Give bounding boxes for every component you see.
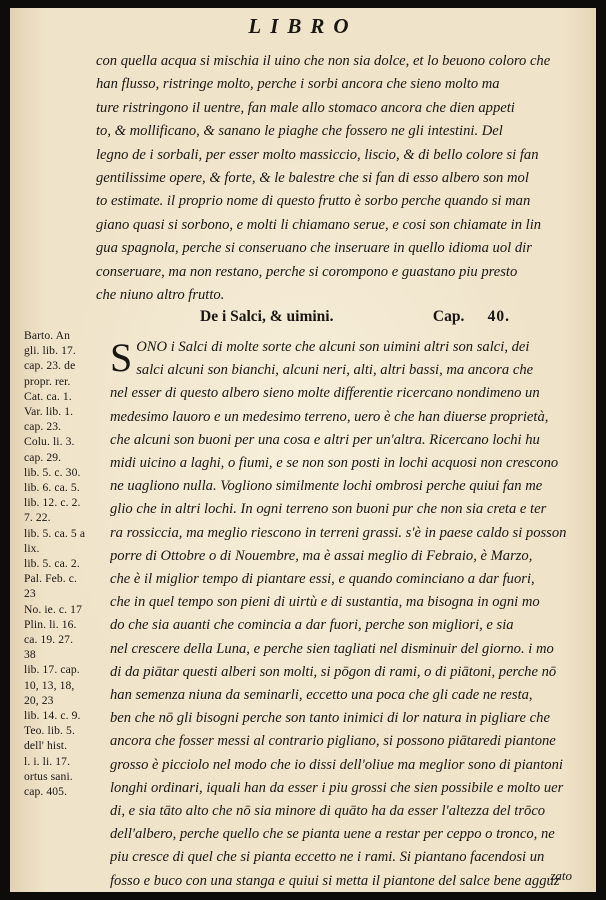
margin-note: cap. 23. de — [24, 359, 76, 373]
margin-note: Pal. Feb. c. — [24, 572, 78, 586]
margin-note: Var. lib. 1. — [24, 405, 74, 419]
chapter-number-value: 40. — [487, 308, 510, 325]
running-header: LIBRO — [248, 14, 358, 38]
margin-notes — [24, 328, 112, 799]
margin-note: propr. rer. — [24, 374, 71, 388]
chapter-body-text — [110, 336, 578, 893]
text-line: han semenza niuna da seminarli, eccetto una poca che gli cade ne resta, — [110, 687, 533, 704]
text-line: piu cresce di quel che si pianta eccetto ne i rami. Si piantano facendosi un — [110, 849, 545, 866]
catchword: zato — [550, 868, 572, 883]
text-line: che alcuni son buoni per una cosa e altri per un'altra. Ricercano lochi hu — [110, 431, 540, 448]
text-line: fosso e buco con una stanga e quiui si metta il piantone del salce bene agguz — [110, 872, 560, 889]
book-page — [10, 8, 596, 892]
margin-note: Barto. An — [24, 329, 70, 342]
text-line: han flusso, ristringe molto, perche i sorbi ancora che sieno molto ma — [96, 76, 500, 93]
text-line: ra rossiccia, ma meglio riescono in terreni grassi. s'è in paese caldo si posson — [110, 524, 567, 541]
text-line: to, & mollificano, & sanano le piaghe che fossero ne gli intestini. Del — [96, 123, 503, 140]
margin-note: lib. 5. ca. 2. — [24, 557, 80, 571]
margin-note: gli. lib. 17. — [24, 344, 76, 358]
text-line: nel crescere della Luna, e perche sien tagliati nel disminuir del giorno. i mo — [110, 640, 554, 657]
text-line: dell'albero, perche quello che se pianta uene a restar per ceppo o tronco, ne — [110, 826, 555, 843]
margin-note: lib. 6. ca. 5. — [24, 481, 80, 495]
margin-note: lib. 5. ca. 5 a — [24, 526, 86, 540]
margin-note: 38 — [24, 648, 36, 662]
margin-note: ortus sani. — [24, 769, 73, 783]
previous-chapter-text — [96, 50, 576, 307]
text-line: conseruare, ma non restano, perche si corompono e guastano piu presto — [96, 263, 518, 280]
margin-note: 7. 22. — [24, 511, 51, 525]
text-line: medesimo lauoro e un medesimo terreno, uero è che han diuerse proprietà, — [110, 408, 549, 425]
drop-cap: S — [110, 335, 133, 380]
text-line: ONO i Salci di molte sorte che alcuni son uimini altri son salci, dei — [136, 339, 530, 355]
margin-note: cap. 29. — [24, 450, 62, 464]
text-line: ture ristringono il uentre, fan male allo stomaco ancora che dien appeti — [96, 99, 515, 116]
margin-note: lib. 14. c. 9. — [24, 709, 81, 723]
margin-note: lix. — [24, 541, 40, 555]
text-line: nel esser di questo albero sieno molte differentie ricercano nondimeno un — [110, 385, 540, 402]
chapter-title: De i Salci, & uimini. — [200, 308, 334, 325]
margin-note: Teo. lib. 5. — [24, 724, 75, 738]
text-line: grosso è picciolo nel modo che io dissi dell'oliue ma meglior sono di piantoni — [110, 756, 563, 773]
margin-note: Colu. li. 3. — [24, 435, 75, 449]
margin-note: cap. 23. — [24, 420, 62, 434]
margin-note: 20, 23 — [24, 693, 54, 707]
text-line: midi uicino a laghi, o fiumi, e se non son posti in lochi acquosi non crescono — [110, 455, 559, 472]
text-line: di da piātar questi alberi son molti, si pōgon di rami, o di piātoni, perche nō — [110, 663, 557, 680]
text-line: longhi ordinari, iquali han da esser i piu grossi che sien possibile e molto uer — [110, 779, 564, 796]
margin-note: Cat. ca. 1. — [24, 389, 72, 403]
margin-note: lib. 5. c. 30. — [24, 465, 81, 479]
margin-note: lib. 12. c. 2. — [24, 496, 81, 510]
text-line: ne uagliono nulla. Vogliono similmente lochi ombrosi perche quiui fan me — [110, 478, 543, 495]
chapter-number — [433, 308, 510, 326]
margin-note: Plin. li. 16. — [24, 617, 77, 631]
text-line: ancora che fosser messi al contrario pigliano, si possono piātaredi piantone — [110, 733, 556, 750]
margin-note: No. ie. c. 17 — [24, 602, 82, 616]
margin-note: ca. 19. 27. — [24, 633, 74, 647]
text-line: con quella acqua si mischia il uino che non sia dolce, et lo beuono coloro che — [96, 53, 551, 69]
text-line: glio che in altri lochi. In ogni terreno son buoni pur che non sia creta e ter — [110, 501, 547, 518]
text-line: di, e sia tāto alto che nō sia minore di quāto ha da esser l'altezza del trōco — [110, 803, 546, 820]
chapter-heading — [200, 308, 510, 326]
text-line: che in quel tempo son pieni di uirtù e di sustantia, ma bisogna in ogni mo — [110, 594, 540, 611]
text-line: do che sia auanti che comincia a dar fuori, perche son migliori, e sia — [110, 617, 514, 634]
text-line: gua spagnola, perche si conseruano che inseruare in quello idioma uol dir — [96, 240, 532, 257]
chapter-label: Cap. — [432, 308, 465, 325]
margin-note: cap. 405. — [24, 785, 68, 799]
text-line: porre di Ottobre o di Nouembre, ma è assai meglio di Febraio, è Marzo, — [110, 547, 533, 564]
margin-note: 23 — [24, 587, 36, 601]
text-line: gentilissime opere, & forte, & le balestre che si fan di esso albero son mol — [96, 170, 529, 187]
margin-note: 10, 13, 18, — [24, 678, 75, 692]
text-line: salci alcuni son bianchi, alcuni neri, alti, altri bassi, ma ancora che — [136, 362, 534, 379]
text-line: ben che nō gli bisogni perche son tanto inimici di lor natura in pigliare che — [110, 710, 550, 727]
margin-note: dell' hist. — [24, 739, 68, 753]
margin-note: l. i. li. 17. — [24, 754, 71, 768]
margin-note: lib. 17. cap. — [24, 663, 80, 677]
text-line: che niuno altro frutto. — [96, 287, 225, 304]
text-line: che è il miglior tempo di piantare essi, e quando cominciano a dar fuori, — [110, 571, 535, 588]
text-line: legno de i sorbali, per esser molto massiccio, liscio, & di bello colore si fan — [96, 146, 539, 163]
text-line: giano quasi si sorbono, e molti li chiamano serue, e cosi son chiamate in lin — [96, 216, 542, 233]
text-line: to estimate. il proprio nome di questo frutto è sorbo perche quando si man — [96, 193, 531, 210]
